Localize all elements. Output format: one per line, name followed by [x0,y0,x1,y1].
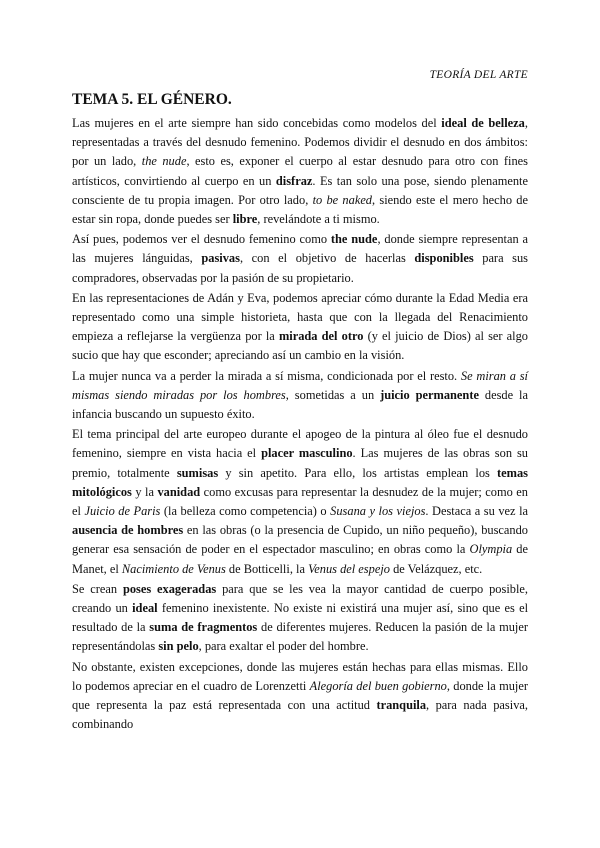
bold-term: ausencia de hombres [72,523,184,538]
text-run: y la [131,484,158,499]
italic-term: to be naked [312,192,373,207]
italic-term: Olympia [469,542,513,557]
text-run: Así pues, podemos ver el desnudo femenino como [72,232,331,247]
paragraph [72,367,528,425]
text-run: de Velázquez, etc. [389,561,483,576]
text-run: (y el juicio de Dios) al ser algo sucio que hay que esconder; apreciando así un cambio en la visión. [72,329,529,363]
bold-term: juicio permanente [380,387,479,402]
bold-term: the nude [330,232,378,247]
paragraph [72,230,528,288]
text-run: y sin apetito. Para ello, los artistas emplean los [218,465,498,480]
bold-term: disponibles [414,251,474,266]
text-run: , representadas a través del desnudo femenino. Podemos dividir el desnudo en dos ámbitos: por un lado, [72,116,528,169]
document-body [72,114,528,736]
bold-term: disfraz [275,173,313,188]
paragraph [72,580,528,657]
bold-term: temas mitológicos [72,465,528,499]
text-run: . Es tan solo una pose, siendo plenamente consciente de tu propia imagen. Por otro lado, [72,173,528,207]
bold-term: placer masculino [261,446,353,461]
text-run: en las obras (o la presencia de Cupido, un niño pequeño), buscando generar esa sensación de poder en el espectador masculino; en obras como la [72,523,528,557]
text-run: No obstante, existen excepciones, donde las mujeres están hechas para ellas mismas. Ello lo podemos apreciar en el cuadro de Lorenzetti [72,659,528,693]
italic-term: Se miran a sí mismas siendo miradas por los hombres [72,368,528,402]
italic-term: Nacimiento de Venus [121,561,226,576]
text-run: , para exaltar el poder del hombre. [198,639,369,654]
italic-term: Juicio de Paris [84,504,161,519]
page-title: TEMA 5. EL GÉNERO. [72,91,232,108]
bold-term: mirada del otro [278,329,364,344]
bold-term: ideal de belleza [441,116,525,130]
bold-term: vanidad [157,484,201,499]
text-run: En las representaciones de Adán y Eva, podemos apreciar cómo durante la Edad Media era representado como una simple historieta, hasta que con la llegada del Renacimiento empieza a reflejarse la vergüenza por la [72,290,528,344]
text-run: La mujer nunca va a perder la mirada a sí misma, condicionada por el resto. [72,368,461,383]
text-run: para sus compradores, observadas por la pasión de su propietario. [72,251,529,285]
text-run: . Destaca a su vez la [425,504,529,519]
text-run: , revelándote a ti mismo. [257,212,380,227]
text-run: , esto es, exponer el cuerpo al estar desnudo para otro con fines artísticos, convirtiendo al cuerpo en un [72,154,528,188]
bold-term: tranquila [376,698,427,713]
text-run: , donde la mujer que representa la paz está representada con una actitud [72,678,528,713]
bold-term: suma de fragmentos [149,620,258,635]
italic-term: the nude [141,154,187,169]
paragraph [72,658,528,735]
text-run: (la belleza como competencia) o [160,504,331,519]
text-run: El tema principal del arte europeo durante el apogeo de la pintura al óleo fue el desnudo femenino, siempre en vista hacia el [72,427,528,461]
running-header: TEORÍA DEL ARTE [429,69,528,81]
italic-term: Venus del espejo [308,561,390,576]
text-run: , con el objetivo de hacerlas [239,251,415,266]
paragraph [72,114,528,229]
italic-term: Alegoría del buen gobierno [309,678,447,693]
bold-term: ideal [132,601,158,616]
text-run: de Manet, el [72,542,528,576]
text-run: como excusas para representar la desnudez de la mujer; como en el [72,484,528,519]
italic-term: Susana y los viejos [330,504,426,519]
paragraph [72,425,528,579]
text-run: femenino inexistente. No existe ni existirá una mujer así, sino que es el resultado de la [72,601,529,635]
text-run: Se crean [72,581,123,596]
text-run: de diferentes mujeres. Reducen la pasión de la mujer representándolas [72,620,528,654]
text-run: desde la infancia buscando un supuesto éxito. [72,387,528,422]
text-run: . Las mujeres de las obras son su premio, totalmente [72,446,528,480]
text-run: , donde siempre representan a las mujeres lánguidas, [72,232,529,266]
bold-term: poses exageradas [122,581,217,596]
text-run: Las mujeres en el arte siempre han sido concebidas como modelos del [72,116,442,130]
text-run: de Botticelli, la [225,561,309,576]
text-run: , siendo este el mero hecho de estar sin ropa, donde puedes ser [72,192,528,227]
text-run: para que se les vea la mayor cantidad de cuerpo posible, creando un [72,581,528,616]
paragraph [72,289,528,366]
bold-term: pasivas [201,251,240,266]
text-run: , para nada pasiva, combinando [72,698,528,732]
bold-term: sin pelo [158,639,199,654]
bold-term: sumisas [176,465,219,480]
bold-term: libre [232,212,258,227]
text-run: , sometidas a un [285,387,381,402]
